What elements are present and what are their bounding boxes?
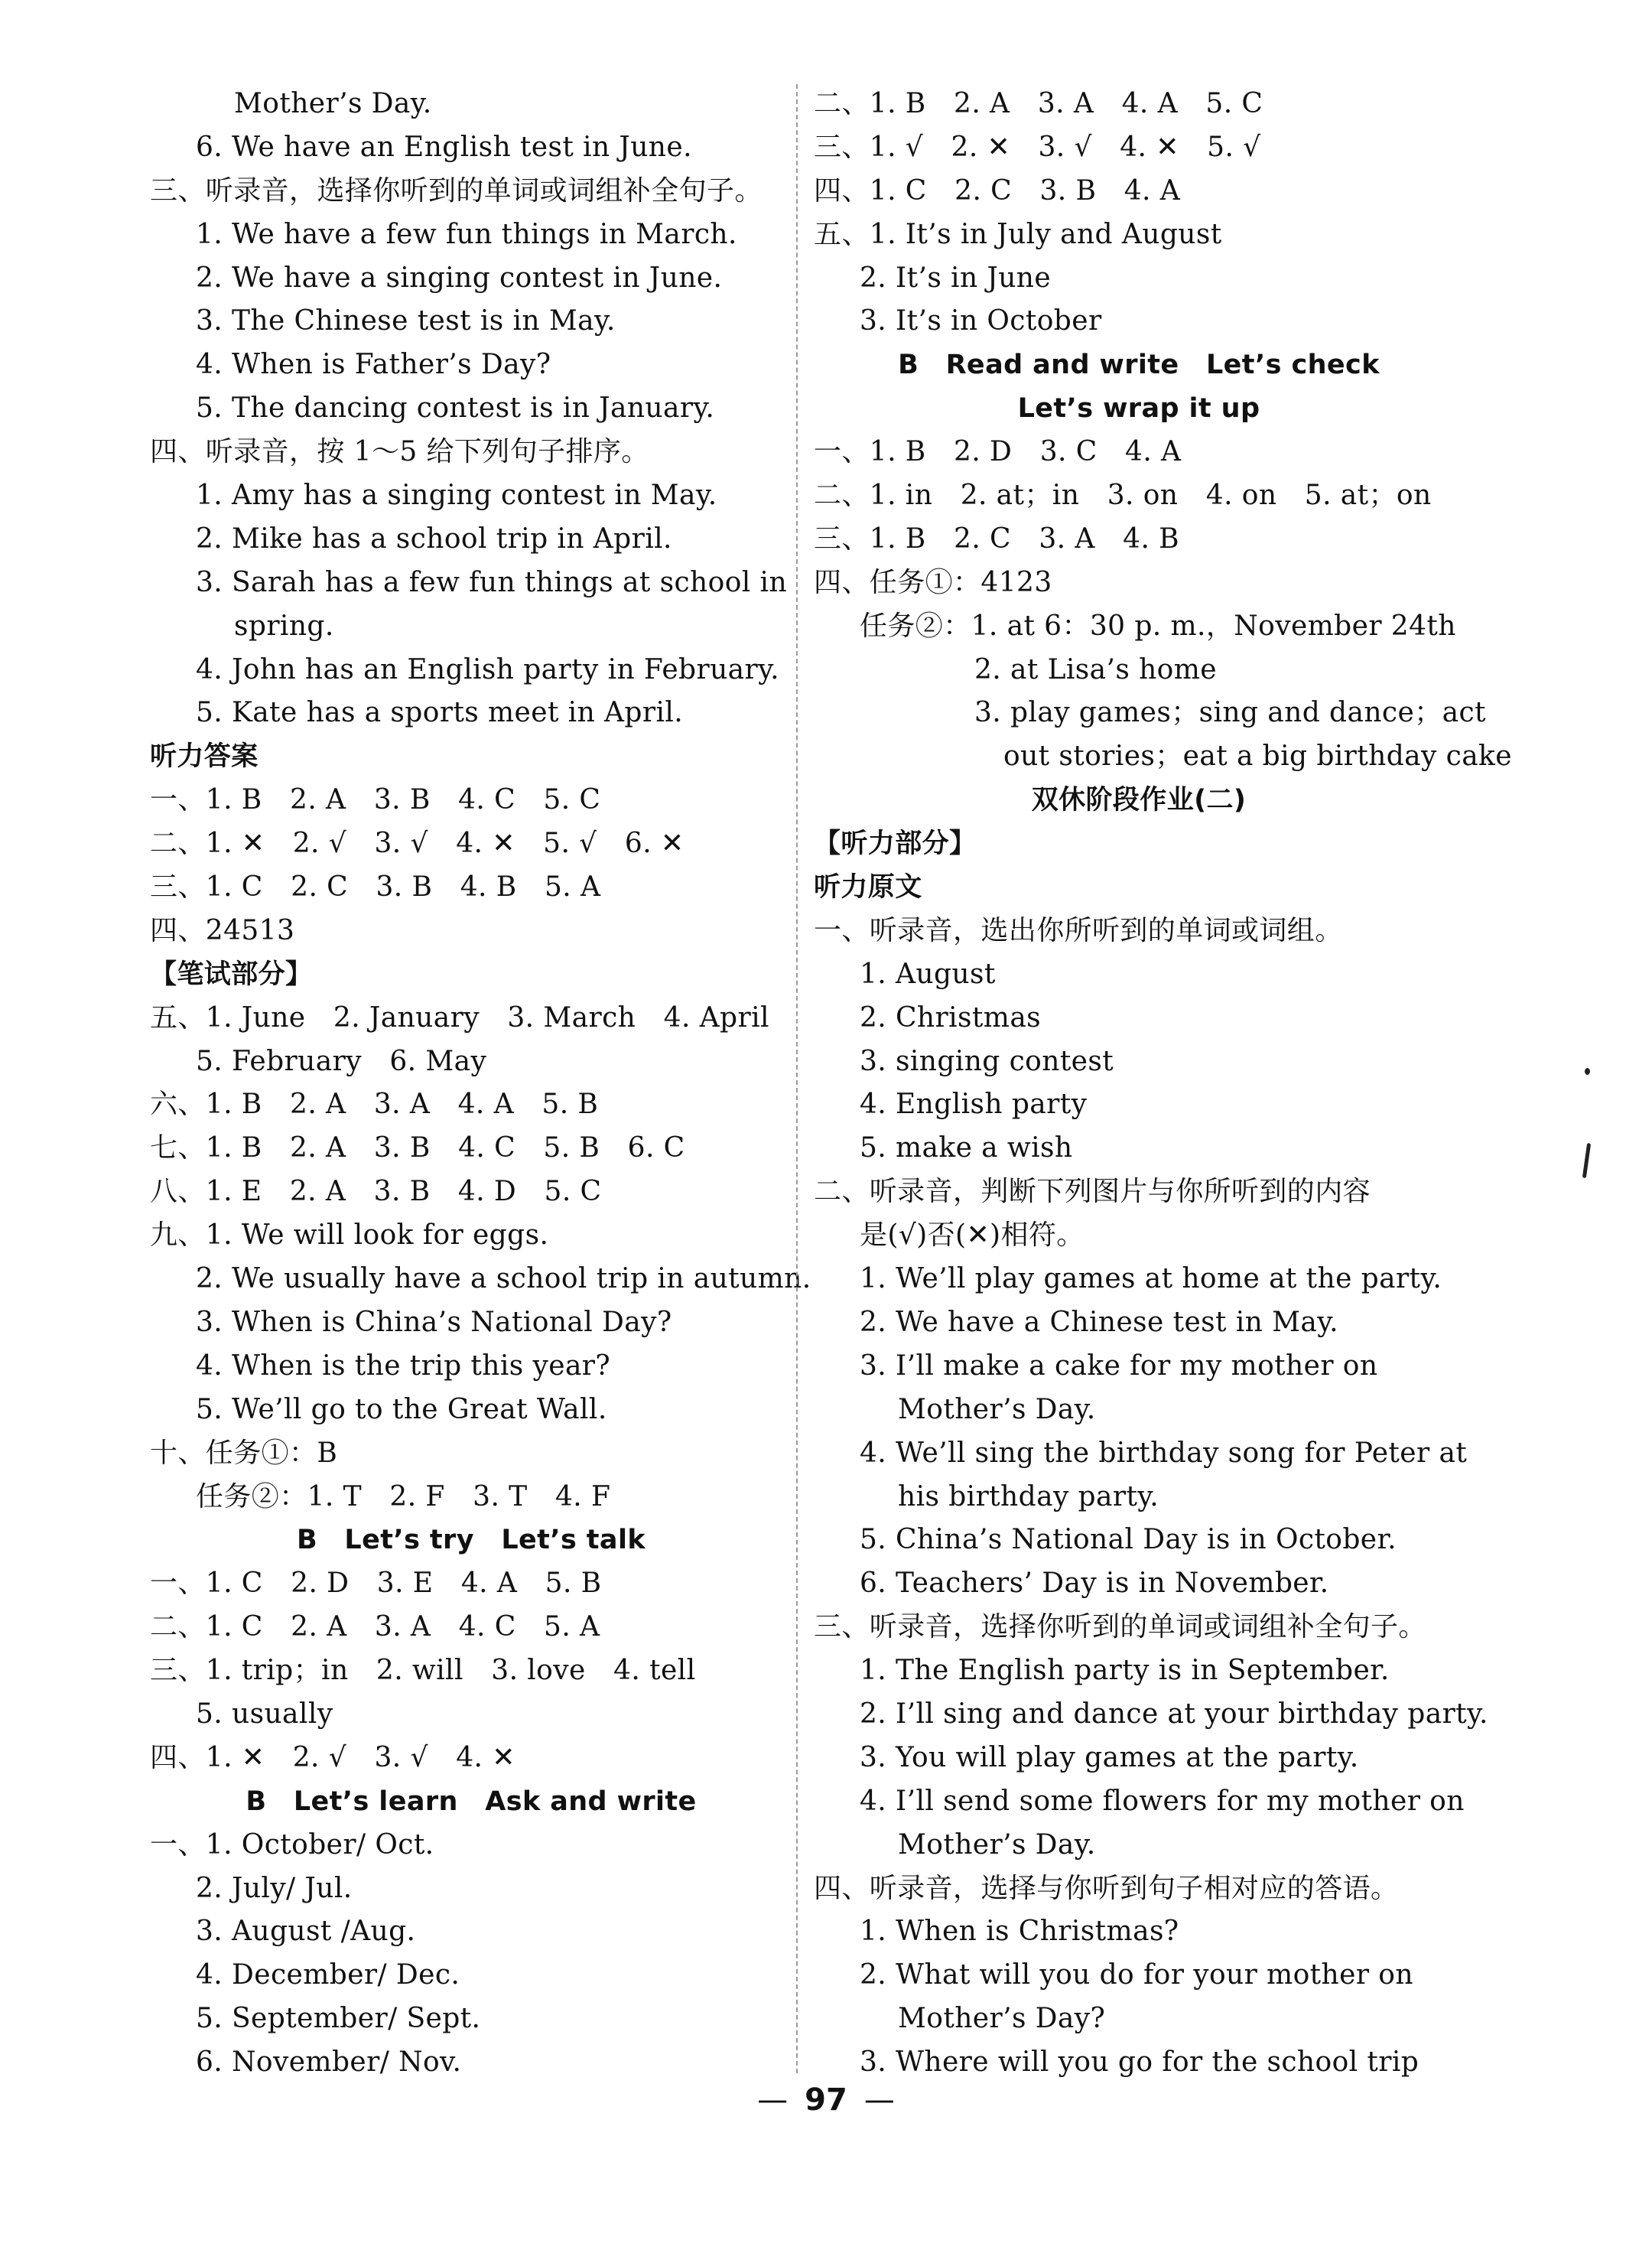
text-line: 3. August /Aug. (196, 1916, 416, 1948)
text-line: out stories；eat a big birthday cake (1003, 741, 1512, 773)
column-divider (796, 84, 798, 2073)
text-line: 3. I’ll make a cake for my mother on (860, 1350, 1378, 1382)
text-line: 4. English party (860, 1089, 1088, 1121)
text-line: 四、24513 (150, 914, 295, 946)
text-line: 2. It’s in June (860, 262, 1052, 294)
text-line: 4. When is the trip this year? (196, 1350, 611, 1382)
text-line: 二、1. C 2. A 3. A 4. C 5. A (150, 1611, 600, 1643)
footer-dash-left: — (757, 2082, 789, 2118)
text-line: 四、1. C 2. C 3. B 4. A (814, 174, 1181, 207)
section-heading: B Read and write Let’s check (898, 350, 1380, 381)
text-line: 3. singing contest (860, 1045, 1114, 1077)
text-line: 二、1. ✕ 2. √ 3. √ 4. ✕ 5. √ 6. ✕ (150, 828, 685, 860)
text-line: 5. make a wish (860, 1132, 1073, 1164)
text-line: 4. I’ll send some flowers for my mother on (860, 1785, 1465, 1817)
text-line: 5. The dancing contest is in January. (196, 392, 715, 425)
section-label: 听力答案 (150, 741, 259, 773)
text-line: 五、1. June 2. January 3. March 4. April (150, 1001, 769, 1034)
text-line: 2. We usually have a school trip in autumn. (196, 1263, 811, 1295)
text-line: 5. usually (196, 1698, 333, 1730)
text-line: spring. (234, 610, 334, 642)
text-line: 1. When is Christmas? (860, 1916, 1179, 1948)
text-line: 是(√)否(✕)相符。 (860, 1219, 1085, 1252)
text-line: 2. We have a Chinese test in May. (860, 1306, 1339, 1338)
text-line: 3. The Chinese test is in May. (196, 305, 616, 337)
text-line: 3. It’s in October (860, 305, 1102, 337)
text-line: 一、1. October/ Oct. (150, 1828, 434, 1861)
section-heading: B Let’s learn Ask and write (246, 1786, 697, 1817)
text-line: 四、任务①：4123 (814, 566, 1052, 598)
text-line: 八、1. E 2. A 3. B 4. D 5. C (150, 1176, 602, 1208)
text-line: 四、1. ✕ 2. √ 3. √ 4. ✕ (150, 1741, 515, 1773)
text-line: Mother’s Day? (898, 2003, 1106, 2035)
text-line: 一、听录音，选出你所听到的单词或词组。 (814, 914, 1343, 946)
text-line: 三、听录音，选择你听到的单词或词组补全句子。 (150, 174, 763, 207)
section-label: 【笔试部分】 (150, 959, 313, 990)
section-label: 【听力部分】 (814, 829, 977, 860)
text-line: 1. Amy has a singing contest in May. (196, 480, 717, 512)
text-line: 6. November/ Nov. (196, 2046, 462, 2079)
section-heading: 双休阶段作业(二) (1031, 785, 1247, 816)
section-heading: B Let’s try Let’s talk (296, 1525, 646, 1556)
text-line: 1. We’ll play games at home at the party. (860, 1263, 1442, 1295)
text-line: 4. When is Father’s Day? (196, 349, 551, 381)
text-line: 四、听录音，按 1～5 给下列句子排序。 (150, 436, 649, 468)
text-line: 4. December/ Dec. (196, 1959, 460, 1991)
text-line: 2. Mike has a school trip in April. (196, 523, 672, 555)
footer-dash-right: — (863, 2082, 895, 2118)
page-number: 97 (805, 2082, 847, 2118)
text-line: his birthday party. (898, 1480, 1159, 1512)
text-line: 2. July/ Jul. (196, 1872, 353, 1904)
text-line: 4. We’ll sing the birthday song for Peter at (860, 1437, 1468, 1469)
text-line: 十、任务①：B (150, 1437, 338, 1469)
text-line: 3. Where will you go for the school trip (860, 2046, 1419, 2079)
text-line: Mother’s Day. (898, 1828, 1096, 1861)
text-line: 五、1. It’s in July and August (814, 218, 1222, 250)
text-line: 5. February 6. May (196, 1045, 487, 1077)
text-line: Mother’s Day. (234, 88, 432, 119)
text-line: 三、1. trip；in 2. will 3. love 4. tell (150, 1655, 696, 1687)
text-line: 3. play games；sing and dance；act (974, 697, 1486, 729)
text-line: 三、1. √ 2. ✕ 3. √ 4. ✕ 5. √ (814, 131, 1261, 163)
margin-dot-mark (1585, 1068, 1590, 1075)
text-line: 2. What will you do for your mother on (860, 1959, 1413, 1991)
text-line: 七、1. B 2. A 3. B 4. C 5. B 6. C (150, 1132, 685, 1164)
text-line: 二、1. B 2. A 3. A 4. A 5. C (814, 88, 1263, 119)
text-line: 一、1. B 2. D 3. C 4. A (814, 436, 1182, 468)
text-line: 一、1. C 2. D 3. E 4. A 5. B (150, 1568, 602, 1600)
text-line: 2. I’ll sing and dance at your birthday party. (860, 1698, 1488, 1730)
text-line: 三、1. B 2. C 3. A 4. B (814, 523, 1180, 555)
text-line: 六、1. B 2. A 3. A 4. A 5. B (150, 1089, 599, 1121)
text-line: 1. August (860, 958, 996, 990)
text-line: 5. We’ll go to the Great Wall. (196, 1393, 607, 1425)
text-line: 2. at Lisa’s home (974, 653, 1217, 685)
section-heading: Let’s wrap it up (1017, 393, 1260, 425)
right-column (814, 83, 1512, 2085)
section-label: 听力原文 (814, 872, 922, 903)
text-line: 三、1. C 2. C 3. B 4. B 5. A (150, 871, 601, 903)
text-line: 任务②：1. T 2. F 3. T 4. F (196, 1480, 611, 1512)
text-line: 二、听录音，判断下列图片与你所听到的内容 (814, 1176, 1371, 1208)
page-number-footer (0, 2082, 1652, 2118)
text-line: 5. China’s National Day is in October. (860, 1524, 1397, 1556)
text-line: 3. Sarah has a few fun things at school in (196, 566, 788, 598)
text-line: Mother’s Day. (898, 1393, 1096, 1425)
text-line: 九、1. We will look for eggs. (150, 1219, 549, 1252)
text-line: 6. Teachers’ Day is in November. (860, 1568, 1329, 1600)
text-line: 三、听录音，选择你听到的单词或词组补全句子。 (814, 1611, 1426, 1643)
text-line: 2. Christmas (860, 1001, 1042, 1034)
text-line: 2. We have a singing contest in June. (196, 262, 723, 294)
margin-stroke-mark (1582, 1143, 1591, 1178)
text-line: 二、1. in 2. at；in 3. on 4. on 5. at；on (814, 480, 1432, 512)
text-line: 一、1. B 2. A 3. B 4. C 5. C (150, 784, 601, 816)
text-line: 6. We have an English test in June. (196, 131, 692, 163)
text-line: 4. John has an English party in February. (196, 653, 779, 685)
left-column (150, 83, 811, 2085)
text-line: 5. Kate has a sports meet in April. (196, 697, 684, 729)
text-line: 3. You will play games at the party. (860, 1741, 1359, 1773)
text-line: 四、听录音，选择与你听到句子相对应的答语。 (814, 1872, 1399, 1904)
text-line: 3. When is China’s National Day? (196, 1306, 672, 1338)
text-line: 1. We have a few fun things in March. (196, 218, 737, 250)
text-line: 1. The English party is in September. (860, 1655, 1390, 1687)
text-line: 任务②：1. at 6：30 p. m.，November 24th (860, 610, 1456, 642)
text-line: 5. September/ Sept. (196, 2003, 481, 2035)
